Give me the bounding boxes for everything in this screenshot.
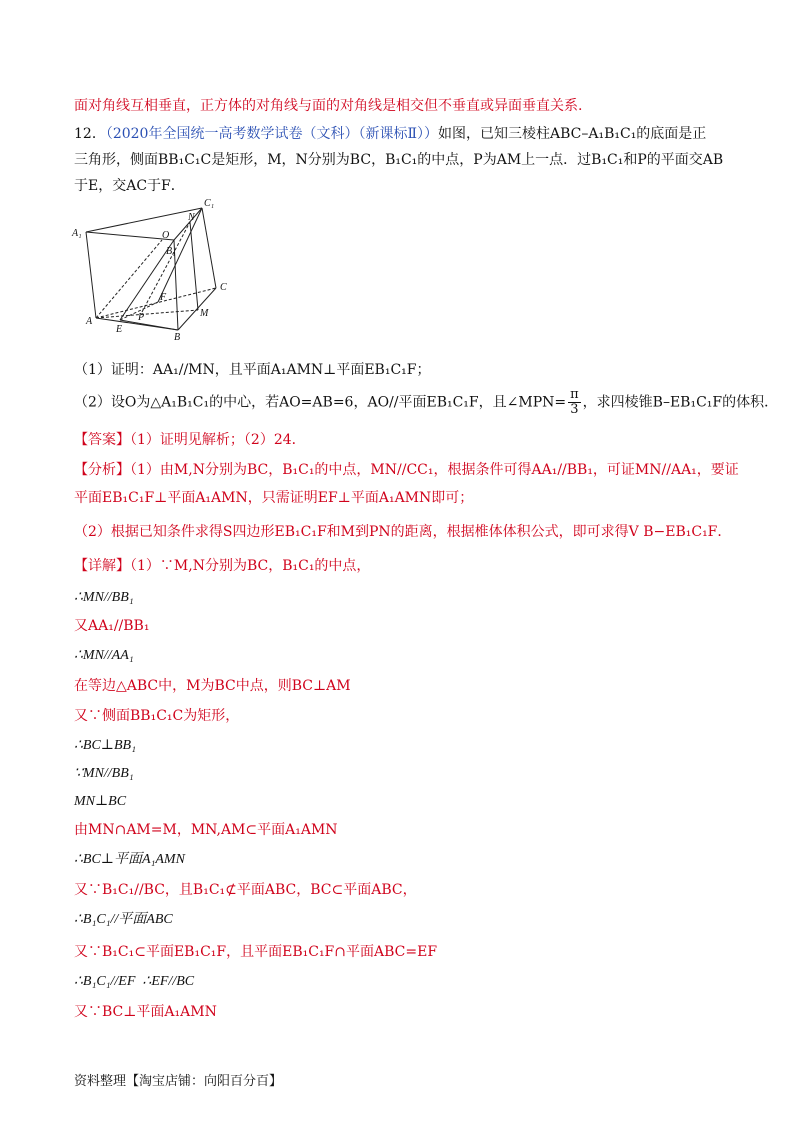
analysis-line-1 bbox=[74, 460, 739, 480]
question-text-1: 如图，已知三棱柱ABC–A₁B₁C₁的底面是正 bbox=[437, 126, 707, 142]
detail-line-1 bbox=[74, 556, 370, 576]
part-2-a: （2）设O为△A₁B₁C₁的中心，若AO=AB=6，AO//平面EB₁C₁F，且∠MPN= bbox=[74, 394, 567, 411]
label-c: C bbox=[220, 282, 227, 293]
edge-a1-b1 bbox=[86, 232, 174, 240]
label-c1: C₁ bbox=[204, 198, 215, 209]
answer-line bbox=[74, 430, 306, 450]
label-e: E bbox=[116, 324, 123, 335]
label-a: A bbox=[86, 316, 93, 327]
fraction-numerator: π bbox=[570, 387, 579, 402]
answer-tag: 【答案】 bbox=[74, 432, 130, 448]
edge-n-m bbox=[190, 222, 198, 310]
prism-figure bbox=[70, 190, 240, 340]
edge-c1-f bbox=[158, 208, 202, 302]
fraction-denominator: 3 bbox=[570, 402, 579, 417]
step-6: ∴BC⊥BB₁ bbox=[74, 738, 136, 753]
step-13: 又∵B₁C₁⊂平面EB₁C₁F，且平面EB₁C₁F∩平面ABC=EF bbox=[74, 944, 438, 960]
detail-text-1: （1）∵M,N分别为BC，B₁C₁的中点， bbox=[130, 558, 371, 574]
step-11: 又∵B₁C₁//BC，且B₁C₁⊄平面ABC，BC⊂平面ABC， bbox=[74, 882, 417, 898]
edge-a1-a bbox=[86, 232, 96, 318]
question-source: （2020年全国统一高考数学试卷（文科）（新课标Ⅱ）） bbox=[105, 126, 438, 142]
label-b: B bbox=[174, 332, 181, 340]
step-2: 又AA₁//BB₁ bbox=[74, 618, 150, 634]
edge-e-b bbox=[120, 320, 178, 330]
analysis-tag: 【分析】 bbox=[74, 462, 130, 478]
label-n: N bbox=[188, 212, 195, 223]
label-a1: A₁ bbox=[72, 228, 82, 239]
label-p: P bbox=[138, 312, 145, 323]
step-9: 由MN∩AM=M，MN,AM⊂平面A₁AMN bbox=[74, 822, 338, 838]
step-7: ∵MN//BB₁ bbox=[74, 766, 134, 781]
label-b1: B₁ bbox=[166, 246, 176, 257]
step-12: ∴B₁C₁//平面ABC bbox=[74, 912, 173, 927]
intro-line: 面对角线互相垂直，正方体的对角线与面的对角线是相交但不垂直或异面垂直关系. bbox=[74, 98, 583, 114]
edge-c1-c bbox=[202, 208, 216, 288]
step-3: ∴MN//AA₁ bbox=[74, 648, 134, 663]
label-f: F bbox=[160, 292, 167, 303]
step-15: 又∵BC⊥平面A₁AMN bbox=[74, 1004, 217, 1020]
step-1: ∴MN//BB₁ bbox=[74, 590, 134, 605]
pi-over-3-fraction bbox=[568, 388, 581, 417]
page-footer: 资料整理【淘宝店铺：向阳百分百】 bbox=[74, 1074, 283, 1089]
answer-text: （1）证明见解析；（2）24． bbox=[130, 432, 306, 448]
analysis-text-1: （1）由M,N分别为BC，B₁C₁的中点，MN//CC₁，根据条件可得AA₁//BB₁，可证MN//AA₁，要证 bbox=[130, 462, 739, 478]
part-1: （1）证明：AA₁//MN，且平面A₁AMN⊥平面EB₁C₁F； bbox=[74, 362, 431, 378]
step-8: MN⊥BC bbox=[74, 794, 127, 809]
question-line-2: 三角形，侧面BB₁C₁C是矩形，M，N分别为BC，B₁C₁的中点，P为AM上一点．过B₁C₁和P的平面交AB bbox=[74, 152, 724, 168]
detail-tag: 【详解】 bbox=[74, 558, 130, 574]
step-14-a: ∴B₁C₁//EF bbox=[74, 974, 136, 989]
step-14-b: ∴EF//BC bbox=[142, 974, 195, 989]
step-5: 又∵侧面BB₁C₁C为矩形， bbox=[74, 708, 240, 724]
analysis-line-2: 平面EB₁C₁F⊥平面A₁AMN，只需证明EF⊥平面A₁AMN即可； bbox=[74, 490, 474, 506]
question-line-3: 于E，交AC于F． bbox=[74, 178, 185, 194]
step-4: 在等边△ABC中，M为BC中点，则BC⊥AM bbox=[74, 678, 351, 694]
question-number: 12． bbox=[74, 126, 106, 142]
part-2 bbox=[74, 388, 778, 417]
label-m: M bbox=[200, 308, 209, 319]
label-o: O bbox=[162, 230, 170, 241]
step-10: ∴BC⊥平面A₁AMN bbox=[74, 852, 185, 867]
step-14 bbox=[74, 972, 194, 992]
question-line-1 bbox=[74, 124, 706, 144]
part-2-b: ，求四棱锥B–EB₁C₁F的体积． bbox=[582, 394, 779, 411]
analysis-line-3: （2）根据已知条件求得S四边形EB₁C₁F和M到PN的距离，根据椎体体积公式，即可求得V B−EB₁C₁F． bbox=[74, 524, 732, 540]
